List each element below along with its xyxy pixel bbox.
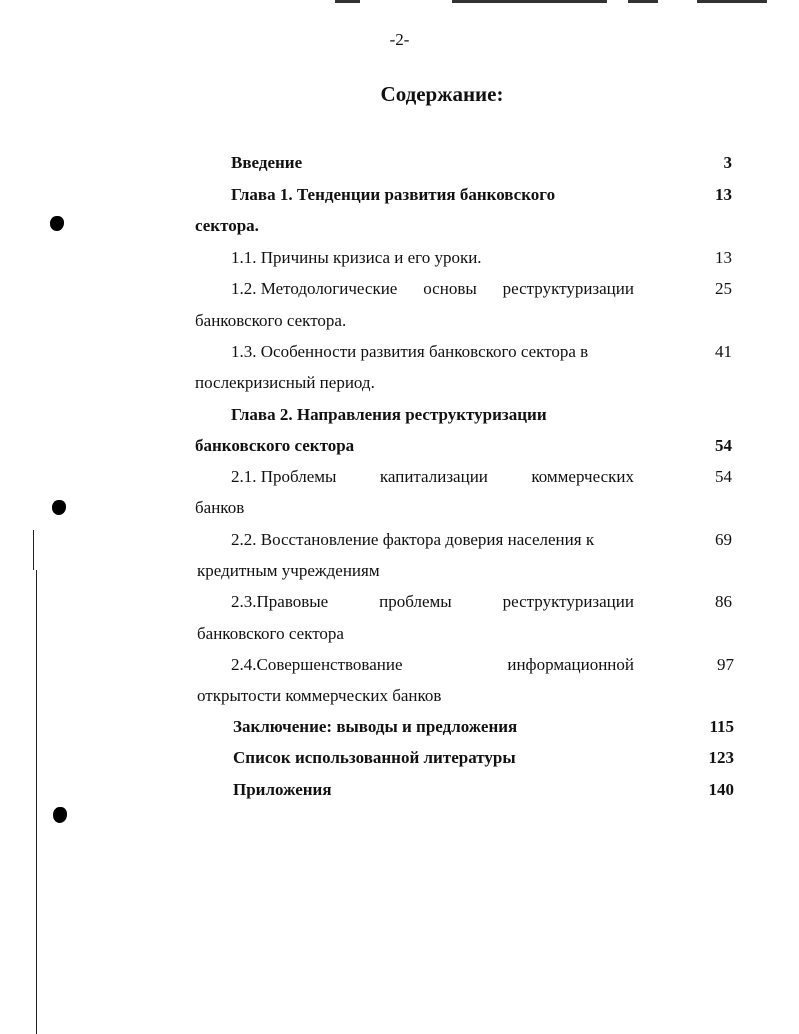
toc-entry-page: 115 — [709, 717, 734, 736]
word: коммерческих — [531, 467, 634, 486]
toc-entry-label: 1.1. Причины кризиса и его уроки. — [231, 248, 482, 267]
toc-entry-page: 13 — [715, 185, 732, 204]
toc-entry-page: 41 — [715, 342, 732, 361]
toc-entry-label-cont: послекризисный период. — [195, 373, 375, 392]
word: информационной — [507, 655, 634, 674]
toc-entry-label: Список использованной литературы — [233, 748, 516, 767]
toc-entry-page: 54 — [715, 467, 732, 486]
toc-entry-label-cont: банковского сектора — [195, 436, 355, 455]
toc-entry-label-cont: банков — [195, 498, 245, 517]
toc-entry-label: Глава 2. Направления реструктуризации — [231, 405, 547, 424]
toc-entry-label: 2.2. Восстановление фактора доверия населения к — [231, 530, 595, 549]
toc-entry-page: 54 — [715, 436, 732, 455]
word: реструктуризации — [502, 592, 634, 611]
toc-entry-page: 13 — [715, 248, 732, 267]
word: проблемы — [379, 592, 452, 611]
word: 1.2. Методологические — [231, 279, 398, 298]
toc-entry-label: Приложения — [233, 780, 332, 799]
page-number: -2- — [389, 30, 410, 49]
toc-entry-label-cont: сектора. — [195, 216, 259, 235]
toc-entry-label — [231, 655, 634, 675]
page-title: Содержание: — [380, 82, 504, 106]
toc-entry-page: 25 — [715, 279, 732, 298]
toc-entry-label: Глава 1. Тенденции развития банковского — [231, 185, 556, 204]
toc-entry-page: 3 — [723, 153, 732, 172]
word: 2.1. Проблемы — [231, 467, 337, 486]
word: 2.3.Правовые — [231, 592, 329, 611]
word: капитализации — [379, 467, 488, 486]
toc-entry-label — [231, 467, 634, 487]
toc-entry-label — [231, 592, 634, 612]
toc-entry-label: 1.3. Особенности развития банковского сектора в — [231, 342, 589, 361]
toc-entry-label: Введение — [231, 153, 303, 172]
toc-entry-page: 86 — [715, 592, 732, 611]
toc-entry-label — [231, 279, 634, 299]
toc-entry-page: 97 — [717, 655, 734, 674]
word: основы — [423, 279, 477, 298]
toc-entry-label-cont: кредитным учреждениям — [197, 561, 380, 580]
toc-entry-page: 140 — [708, 780, 734, 799]
toc-entry-label-cont: банковского сектора. — [195, 311, 347, 330]
toc-entry-page: 123 — [708, 748, 734, 767]
toc-entry-label-cont: открытости коммерческих банков — [197, 686, 442, 705]
toc-entry-label: Заключение: выводы и предложения — [233, 717, 518, 736]
toc-entry-label-cont: банковского сектора — [197, 624, 344, 643]
word: 2.4.Совершенствование — [231, 655, 403, 674]
toc-entry-page: 69 — [715, 530, 732, 549]
word: реструктуризации — [502, 279, 634, 298]
